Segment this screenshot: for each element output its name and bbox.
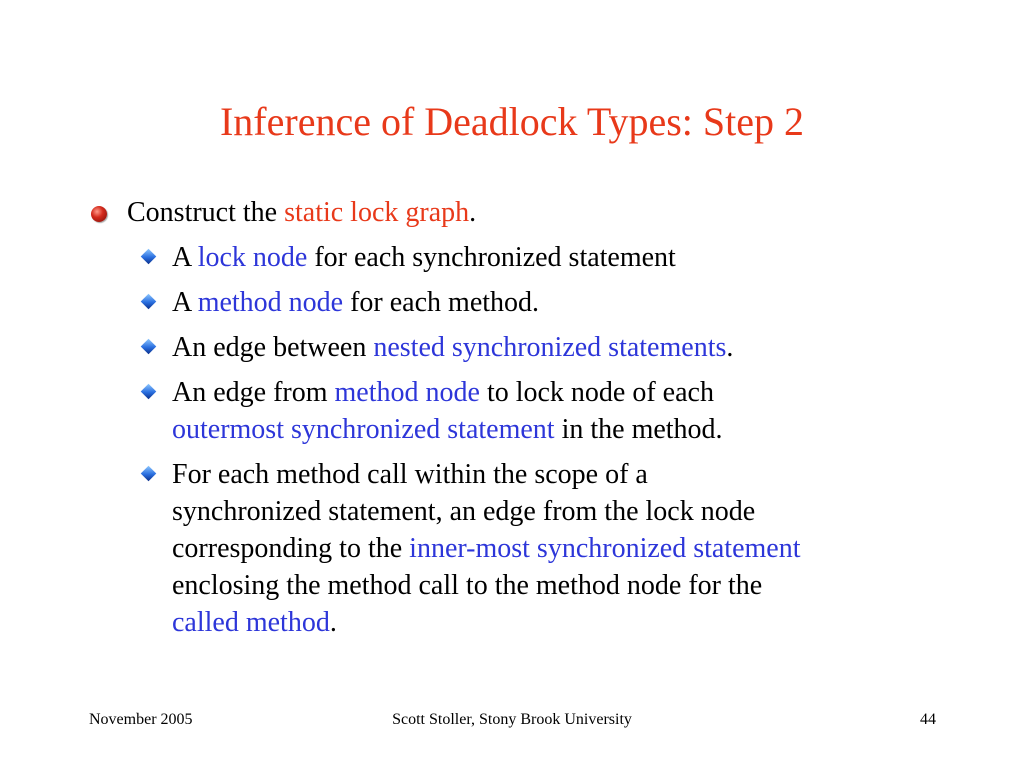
bullet-line — [127, 194, 476, 231]
sub-bullet-text: For each method call within the scope of a — [172, 459, 648, 490]
sub-bullet-method-call-edge — [172, 456, 801, 641]
sub-bullet-line — [172, 530, 801, 567]
sub-bullet-text: corresponding to the — [172, 533, 410, 564]
blue-diamond-bullet-icon — [141, 466, 157, 482]
bullet-text: Construct the — [127, 197, 285, 228]
sub-bullet-lock-node — [172, 239, 676, 276]
sub-bullet-text: enclosing the method call to the method node for the — [172, 570, 763, 601]
slide-title: Inference of Deadlock Types: Step 2 — [219, 99, 805, 144]
sub-bullet-text: in the method. — [554, 414, 723, 445]
sub-bullet-text: An edge between — [172, 332, 374, 363]
sub-bullet-line — [172, 604, 801, 641]
sub-bullet-text: A — [172, 242, 198, 273]
footer-page-number: 44 — [920, 711, 936, 728]
blue-diamond-bullet-icon — [141, 249, 157, 265]
sub-bullet-text: for each method. — [343, 287, 540, 318]
sub-bullet-line — [172, 374, 723, 411]
blue-diamond-bullet-icon — [141, 294, 157, 310]
footer-date: November 2005 — [89, 711, 193, 728]
sub-bullet-highlight: method node — [197, 287, 344, 318]
bullet-construct-graph — [127, 194, 476, 231]
sub-bullet-text: A — [172, 287, 198, 318]
bullet-highlight: static lock graph — [284, 197, 470, 228]
bullet-text: . — [469, 197, 477, 228]
sub-bullet-nested-edge — [172, 329, 733, 366]
sub-bullet-highlight: inner-most synchronized statement — [409, 533, 801, 564]
sub-bullet-line — [172, 411, 723, 448]
sub-bullet-line — [172, 493, 801, 530]
sub-bullet-method-node — [172, 284, 539, 321]
sub-bullet-text: synchronized statement, an edge from the lock node — [172, 496, 756, 527]
sub-bullet-line — [172, 239, 676, 276]
red-sphere-bullet-icon — [91, 206, 107, 222]
sub-bullet-highlight: method node — [334, 377, 480, 408]
blue-diamond-bullet-icon — [141, 384, 157, 400]
sub-bullet-text: for each synchronized statement — [307, 242, 676, 273]
footer-author: Scott Stoller, Stony Brook University — [392, 711, 632, 728]
sub-bullet-text: to lock node of each — [479, 377, 714, 408]
sub-bullet-highlight: lock node — [197, 242, 308, 273]
sub-bullet-line — [172, 567, 801, 604]
sub-bullet-line — [172, 284, 539, 321]
sub-bullet-highlight: outermost synchronized statement — [172, 414, 555, 445]
sub-bullet-highlight: nested synchronized statements — [373, 332, 727, 363]
sub-bullet-method-edge — [172, 374, 723, 448]
sub-bullet-line — [172, 456, 801, 493]
blue-diamond-bullet-icon — [141, 339, 157, 355]
sub-bullet-text: . — [726, 332, 734, 363]
sub-bullet-text: . — [329, 607, 337, 638]
sub-bullet-text: An edge from — [172, 377, 335, 408]
sub-bullet-line — [172, 329, 733, 366]
sub-bullet-highlight: called method — [172, 607, 330, 638]
